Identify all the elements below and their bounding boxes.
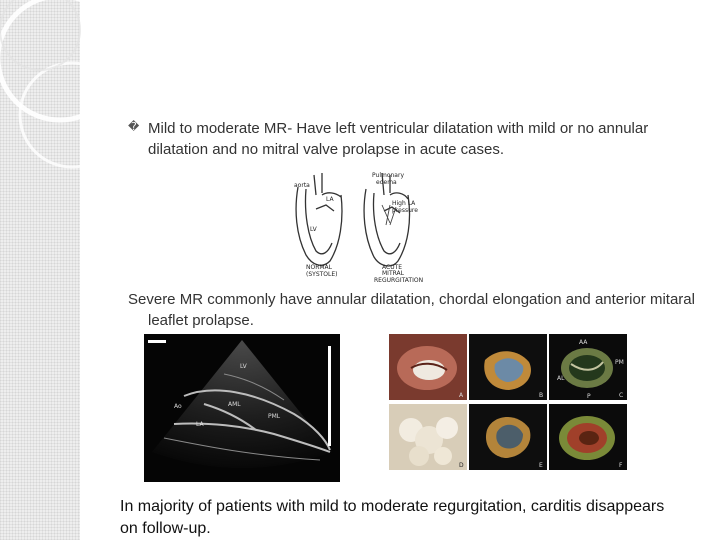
label-aorta: aorta	[294, 182, 310, 189]
label-pulmonary-sub: edema	[376, 179, 397, 186]
heart-diagram-figure	[286, 165, 424, 285]
label-al: AL	[557, 375, 565, 382]
label-lv: LV	[310, 226, 317, 233]
valve-composite-image	[389, 334, 627, 470]
label-pml: PML	[268, 413, 281, 420]
paragraph-severe-mr: Severe MR commonly have annular dilatation, chordal elongation and anterior mitaral leaflet prolapse.	[128, 291, 695, 329]
echocardiogram-image	[144, 334, 340, 482]
label-acute-sub2: REGURGITATION	[374, 277, 424, 284]
panel-letter-e: E	[539, 462, 543, 469]
label-acute: ACUTE	[382, 264, 403, 271]
decorative-strip	[0, 0, 80, 540]
label-normal: NORMAL	[306, 264, 333, 271]
label-aa: AA	[579, 339, 588, 346]
label-normal-sub: (SYSTOLE)	[306, 271, 338, 278]
label-pulmonary: Pulmonary	[372, 172, 404, 179]
label-high-la-sub: pressure	[392, 207, 418, 214]
label-p: P	[587, 393, 591, 400]
label-pm: PM	[615, 359, 624, 366]
label-ao: Ao	[174, 403, 182, 410]
paragraph-follow-up: In majority of patients with mild to moderate regurgitation, carditis disappears on follow-up.	[120, 498, 665, 537]
label-acute-sub1: MITRAL	[382, 270, 404, 277]
label-aml: AML	[228, 401, 241, 408]
paragraph-mild-mr: Mild to moderate MR- Have left ventricular dilatation with mild or no annular dilatation and no mitral valve prolapse in acute cases.	[148, 120, 649, 158]
label-high-la: High LA	[392, 200, 416, 207]
panel-letter-d: D	[459, 462, 464, 469]
panel-letter-b: B	[539, 392, 544, 399]
label-la: LA	[196, 421, 204, 428]
panel-letter-c: C	[619, 392, 624, 399]
label-lv: LV	[240, 363, 247, 370]
panel-letter-a: A	[459, 392, 464, 399]
label-la: LA	[326, 196, 334, 203]
bullet-icon: �	[128, 121, 140, 133]
panel-letter-f: F	[619, 462, 623, 469]
